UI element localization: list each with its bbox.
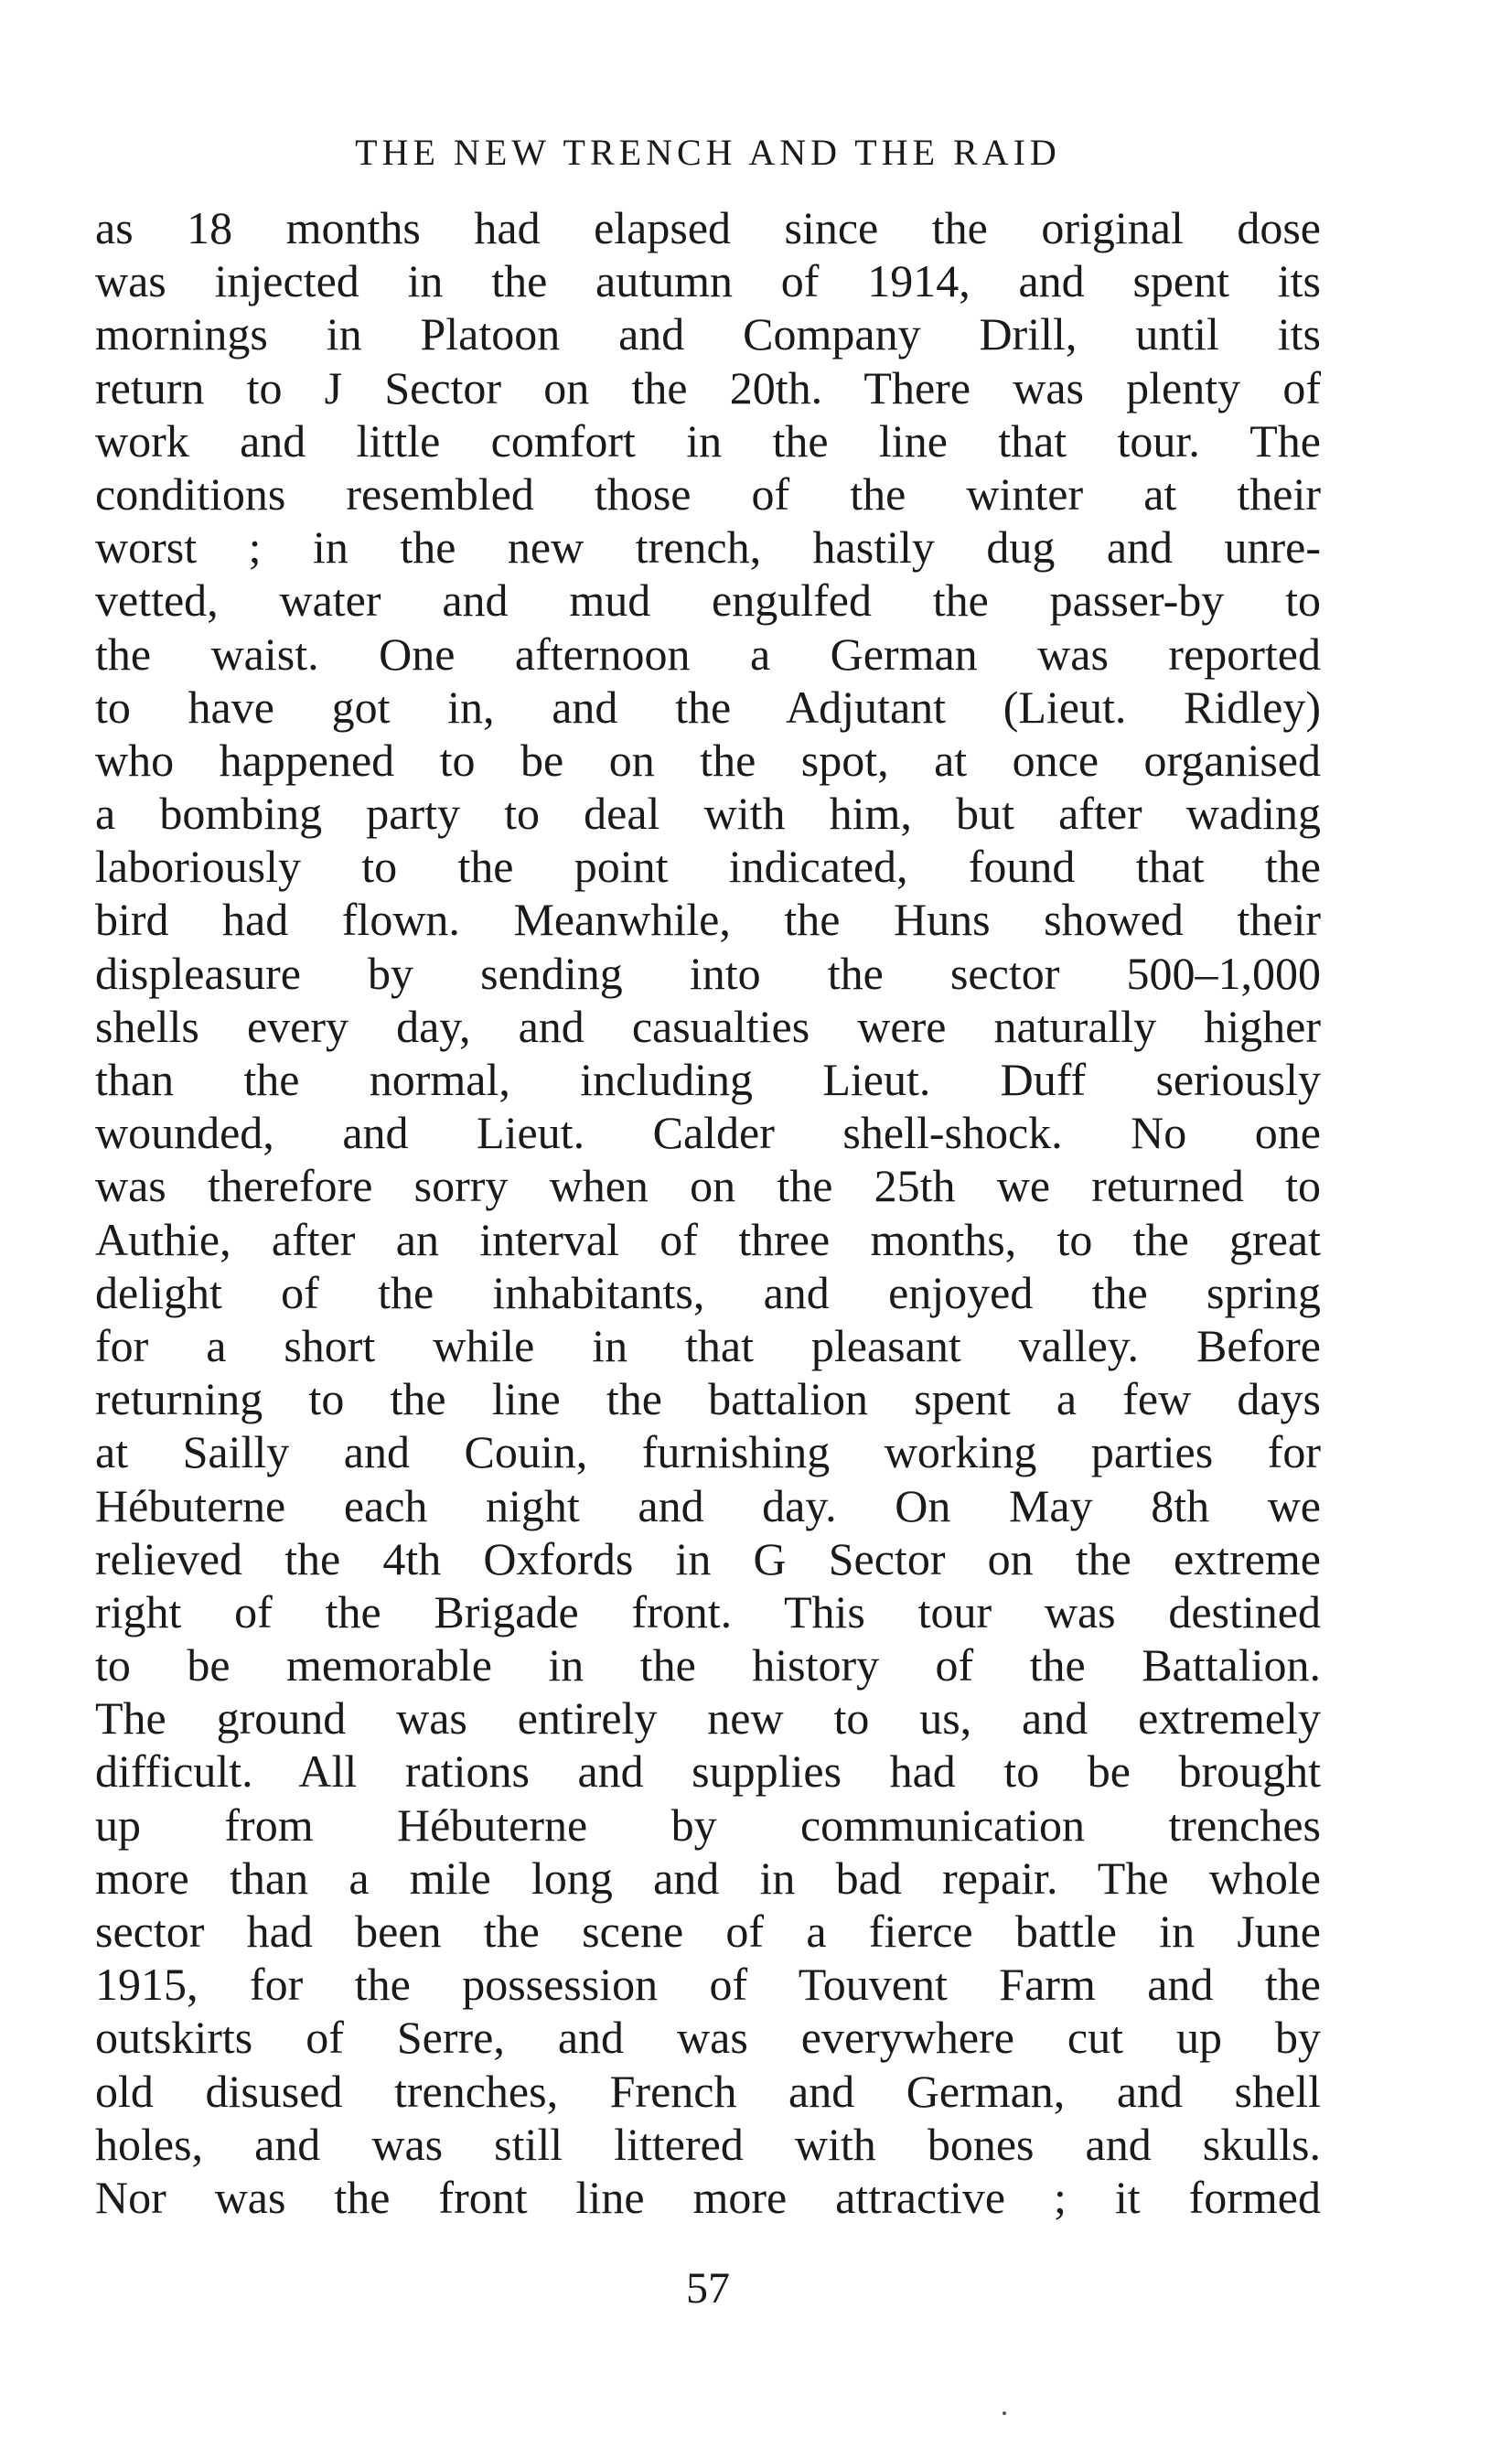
text-line: the waist. One afternoon a German was reported — [95, 628, 1321, 680]
body-text — [95, 201, 1321, 2224]
text-line: shells every day, and casualties were naturally higher — [95, 1000, 1321, 1052]
text-line: sector had been the scene of a fierce battle in June — [95, 1906, 1321, 1957]
text-line: more than a mile long and in bad repair. The whole — [95, 1852, 1321, 1904]
print-speck — [1003, 2411, 1006, 2415]
text-line: outskirts of Serre, and was everywhere cut up by — [95, 2012, 1321, 2064]
text-line: old disused trenches, French and German, and shell — [95, 2065, 1321, 2117]
text-line: 1915, for the possession of Touvent Farm and the — [95, 1959, 1321, 2011]
text-line: displeasure by sending into the sector 500–1,000 — [95, 947, 1321, 999]
text-line: at Sailly and Couin, furnishing working parties for — [95, 1426, 1321, 1478]
text-line: Authie, after an interval of three months, to the great — [95, 1213, 1321, 1265]
text-line: delight of the inhabitants, and enjoyed the spring — [95, 1266, 1321, 1318]
text-line: was injected in the autumn of 1914, and spent its — [95, 255, 1321, 307]
text-line: bird had flown. Meanwhile, the Huns showed their — [95, 894, 1321, 946]
text-line: Hébuterne each night and day. On May 8th we — [95, 1479, 1321, 1531]
text-line: relieved the 4th Oxfords in G Sector on the extreme — [95, 1532, 1321, 1584]
text-line: to be memorable in the history of the Battalion. — [95, 1639, 1321, 1691]
text-line: for a short while in that pleasant valley. Before — [95, 1319, 1321, 1371]
text-line: to have got in, and the Adjutant (Lieut. Ridley) — [95, 681, 1321, 733]
text-line: a bombing party to deal with him, but after wading — [95, 788, 1321, 840]
text-line: holes, and was still littered with bones and skulls. — [95, 2118, 1321, 2170]
running-head: THE NEW TRENCH AND THE RAID — [355, 132, 1061, 173]
text-line: Nor was the front line more attractive ; it formed — [95, 2171, 1321, 2223]
text-line: was therefore sorry when on the 25th we returned to — [95, 1160, 1321, 1212]
text-line: vetted, water and mud engulfed the passer-by to — [95, 574, 1321, 627]
text-line: who happened to be on the spot, at once organised — [95, 734, 1321, 786]
text-line: than the normal, including Lieut. Duff seriously — [95, 1054, 1321, 1105]
text-line: wounded, and Lieut. Calder shell-shock. No one — [95, 1107, 1321, 1159]
text-line: returning to the line the battalion spent a few days — [95, 1373, 1321, 1425]
text-line: return to J Sector on the 20th. There was plenty of — [95, 361, 1321, 413]
text-line: up from Hébuterne by communication trenches — [95, 1799, 1321, 1851]
text-line: work and little comfort in the line that tour. The — [95, 414, 1321, 467]
page-number: 57 — [686, 2264, 730, 2313]
text-line: laboriously to the point indicated, found that the — [95, 841, 1321, 893]
text-line: The ground was entirely new to us, and extremely — [95, 1692, 1321, 1745]
text-line: conditions resembled those of the winter at their — [95, 467, 1321, 520]
text-line: mornings in Platoon and Company Drill, until its — [95, 308, 1321, 360]
text-line: worst ; in the new trench, hastily dug and unre- — [95, 521, 1321, 574]
text-line: as 18 months had elapsed since the original dose — [95, 202, 1321, 253]
text-line: difficult. All rations and supplies had to be brought — [95, 1745, 1321, 1798]
text-line: right of the Brigade front. This tour was destined — [95, 1585, 1321, 1638]
